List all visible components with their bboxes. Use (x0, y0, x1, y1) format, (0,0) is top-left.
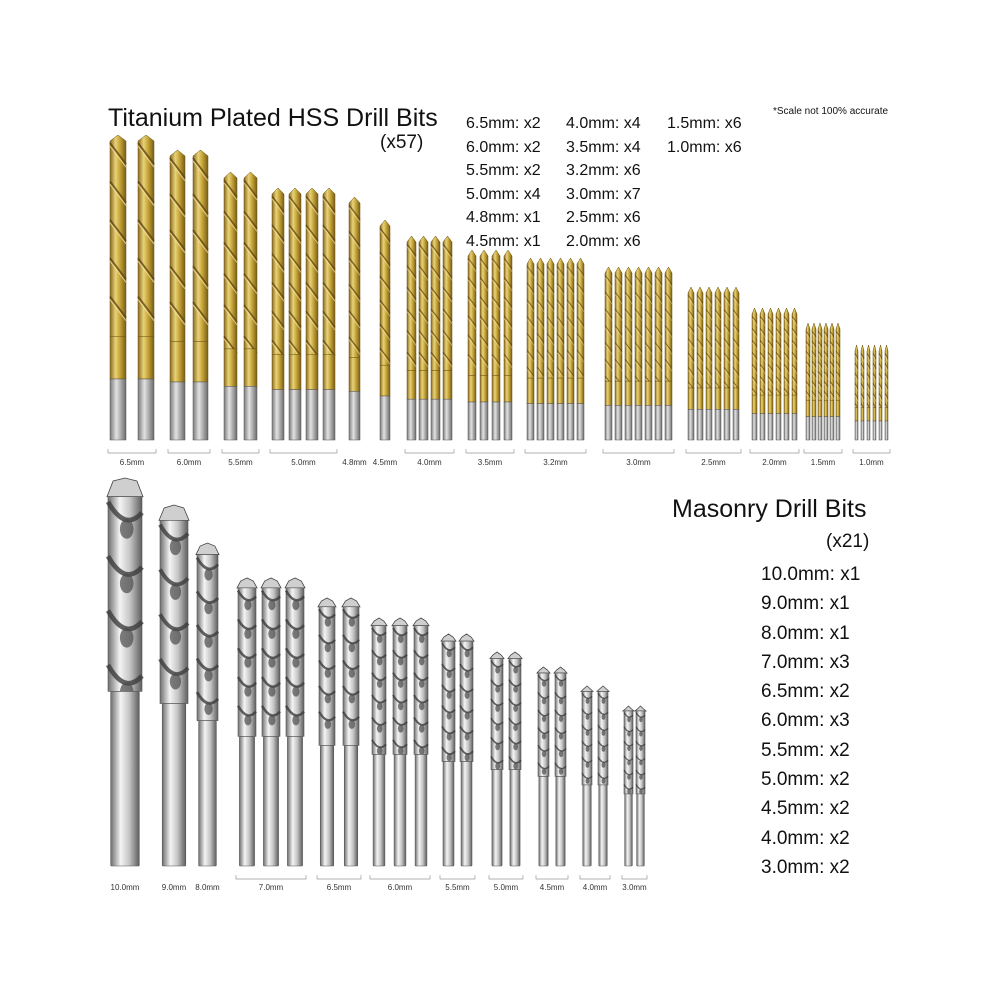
masonry-group-bracket (580, 875, 610, 879)
masonry-drill-bit (508, 652, 522, 866)
hss-drill-bit (806, 323, 810, 440)
masonry-group-bracket (370, 875, 430, 879)
masonry-count: (x21) (826, 531, 870, 552)
hss-bit-group-3.2mm (525, 258, 586, 467)
masonry-spec: 8.0mm: x1 (761, 622, 850, 644)
masonry-size-label: 4.0mm (582, 883, 608, 892)
hss-drill-bit (480, 250, 488, 440)
hss-spec: 4.8mm: x1 (466, 209, 541, 226)
hss-drill-bit (861, 345, 864, 440)
masonry-spec: 6.0mm: x3 (761, 710, 850, 732)
hss-bit-group-6.0mm (168, 150, 210, 467)
hss-drill-bit (776, 308, 781, 440)
hss-drill-bit (504, 250, 512, 440)
masonry-size-label: 9.0mm (161, 883, 187, 892)
masonry-size-label: 6.0mm (387, 883, 413, 892)
masonry-bit-group-3.0mm (622, 706, 647, 892)
hss-group-bracket (405, 449, 454, 453)
masonry-drill-bit (413, 618, 429, 866)
hss-drill-bit (879, 345, 882, 440)
hss-spec-column-3 (667, 112, 742, 159)
masonry-size-label: 6.5mm (326, 883, 352, 892)
hss-bit-group-1.5mm (804, 323, 842, 467)
hss-drill-bit (605, 267, 612, 440)
hss-size-label: 2.5mm (701, 458, 726, 467)
hss-group-bracket (270, 449, 337, 453)
hss-drill-bit (655, 267, 662, 440)
hss-drill-bit (193, 150, 208, 440)
hss-spec: 5.0mm: x4 (466, 185, 541, 203)
masonry-spec: 4.0mm: x2 (761, 827, 850, 849)
hss-group-bracket (853, 449, 890, 453)
hss-drill-bit (760, 308, 765, 440)
hss-drill-bit (419, 236, 428, 440)
masonry-drill-bit (342, 598, 360, 866)
hss-spec-column-1 (466, 112, 541, 253)
masonry-size-label: 3.0mm (622, 883, 647, 892)
hss-drill-bit (855, 345, 858, 440)
hss-spec: 2.0mm: x6 (566, 232, 641, 250)
masonry-spec: 5.0mm: x2 (761, 769, 850, 791)
masonry-spec: 4.5mm: x2 (761, 798, 850, 820)
masonry-drill-bit (196, 543, 219, 866)
masonry-size-label: 8.0mm (195, 883, 220, 892)
hss-drill-bit (724, 287, 730, 440)
hss-size-label: 1.5mm (810, 458, 836, 467)
hss-bit-group-3.5mm (466, 250, 514, 467)
hss-size-label: 3.5mm (477, 458, 503, 467)
hss-size-label: 4.8mm (342, 458, 367, 467)
hss-drill-bit (697, 287, 703, 440)
masonry-bit-group-7.0mm (236, 578, 306, 892)
masonry-drill-bits (107, 478, 647, 892)
hss-group-bracket (525, 449, 586, 453)
masonry-bit-group-6.0mm (370, 618, 430, 892)
masonry-size-label: 5.5mm (445, 883, 470, 892)
hss-drill-bit (706, 287, 712, 440)
masonry-drill-bit (318, 598, 336, 866)
masonry-group-bracket (317, 875, 361, 879)
hss-spec: 2.5mm: x6 (566, 209, 641, 226)
masonry-drill-bit (285, 578, 305, 866)
hss-drill-bit (733, 287, 739, 440)
hss-drill-bit (818, 323, 822, 440)
hss-drill-bit (431, 236, 440, 440)
hss-group-bracket (804, 449, 842, 453)
masonry-spec: 3.0mm: x2 (761, 856, 850, 878)
hss-drill-bit (867, 345, 870, 440)
hss-drill-bit (635, 267, 642, 440)
hss-size-label: 4.0mm (417, 458, 442, 467)
masonry-bit-group-9.0mm (159, 505, 189, 892)
masonry-group-bracket (236, 875, 306, 879)
hss-drill-bit (443, 236, 452, 440)
hss-drill-bit (577, 258, 584, 440)
hss-bit-group-2.5mm (686, 287, 741, 467)
masonry-spec: 6.5mm: x2 (761, 681, 850, 703)
hss-drill-bit (784, 308, 789, 440)
masonry-drill-bit (537, 667, 550, 866)
hss-size-label: 1.0mm (859, 458, 884, 467)
hss-size-label: 6.0mm (176, 458, 202, 467)
hss-drill-bit (836, 323, 840, 440)
hss-drill-bit (547, 258, 554, 440)
hss-size-label: 2.0mm (762, 458, 787, 467)
hss-drill-bit (349, 197, 360, 440)
hss-drill-bit (323, 188, 335, 440)
hss-spec: 3.2mm: x6 (566, 162, 641, 179)
masonry-group-bracket (489, 875, 523, 879)
hss-bit-group-6.5mm (108, 135, 156, 467)
hss-bit-group-4.0mm (405, 236, 454, 467)
hss-drill-bit (527, 258, 534, 440)
hss-drill-bit (492, 250, 500, 440)
masonry-drill-bit (392, 618, 408, 866)
hss-group-bracket (603, 449, 674, 453)
hss-drill-bit (289, 188, 301, 440)
masonry-size-label: 5.0mm (493, 883, 519, 892)
masonry-bit-group-6.5mm (317, 598, 361, 892)
hss-size-label: 5.0mm (291, 458, 316, 467)
hss-drill-bit (306, 188, 318, 440)
masonry-drill-bit (261, 578, 281, 866)
hss-drill-bit (873, 345, 876, 440)
masonry-bit-group-5.5mm (440, 634, 475, 892)
masonry-size-label: 4.5mm (539, 883, 565, 892)
hss-drill-bit (110, 135, 126, 440)
scale-note: *Scale not 100% accurate (773, 106, 889, 117)
hss-drill-bit (715, 287, 721, 440)
hss-spec: 4.0mm: x4 (566, 115, 641, 132)
hss-spec: 1.5mm: x6 (667, 115, 742, 132)
masonry-drill-bit (459, 634, 474, 866)
hss-size-label: 5.5mm (228, 458, 253, 467)
masonry-spec: 10.0mm: x1 (761, 564, 861, 585)
hss-bit-group-5.0mm (270, 188, 337, 467)
masonry-bit-group-10.0mm (107, 478, 143, 892)
hss-spec: 1.0mm: x6 (667, 138, 742, 156)
hss-spec: 6.0mm: x2 (466, 138, 541, 156)
masonry-spec: 9.0mm: x1 (761, 593, 850, 615)
masonry-title: Masonry Drill Bits (672, 495, 867, 523)
masonry-drill-bit (237, 578, 257, 866)
hss-title: Titanium Plated HSS Drill Bits (108, 104, 438, 132)
hss-drill-bit (615, 267, 622, 440)
masonry-drill-bit (623, 706, 634, 866)
hss-spec: 3.0mm: x7 (566, 185, 641, 203)
hss-drill-bit (272, 188, 284, 440)
hss-drill-bit (224, 172, 237, 440)
hss-drill-bit (688, 287, 694, 440)
hss-drill-bit (824, 323, 828, 440)
masonry-group-bracket (440, 875, 475, 879)
hss-drill-bit (830, 323, 834, 440)
hss-drill-bit (537, 258, 544, 440)
masonry-size-label: 10.0mm (110, 883, 140, 892)
hss-drill-bit (468, 250, 476, 440)
masonry-bit-group-8.0mm (195, 543, 220, 892)
masonry-drill-bit (107, 478, 143, 866)
hss-drill-bit (625, 267, 632, 440)
hss-size-label: 3.2mm (543, 458, 568, 467)
masonry-spec-list (761, 560, 860, 882)
hss-drill-bit (792, 308, 797, 440)
hss-drill-bit (170, 150, 185, 440)
hss-group-bracket (222, 449, 259, 453)
hss-drill-bit (665, 267, 672, 440)
hss-drill-bit (752, 308, 757, 440)
masonry-drill-bit (581, 686, 593, 866)
masonry-drill-bit (597, 686, 609, 866)
hss-drill-bit (380, 220, 390, 440)
hss-drill-bit (645, 267, 652, 440)
masonry-drill-bit (441, 634, 456, 866)
hss-drill-bit (812, 323, 816, 440)
masonry-spec: 7.0mm: x3 (761, 651, 850, 673)
masonry-drill-bit (490, 652, 504, 866)
masonry-group-bracket (622, 875, 647, 879)
hss-group-bracket (168, 449, 210, 453)
hss-size-label: 4.5mm (372, 458, 398, 467)
hss-drill-bit (567, 258, 574, 440)
hss-spec: 6.5mm: x2 (466, 115, 541, 132)
hss-spec: 3.5mm: x4 (566, 138, 641, 156)
masonry-size-label: 7.0mm (258, 883, 284, 892)
hss-drill-bit (557, 258, 564, 440)
hss-spec: 4.5mm: x1 (466, 232, 541, 250)
masonry-spec: 5.5mm: x2 (761, 739, 850, 761)
masonry-bit-group-5.0mm (489, 652, 523, 892)
hss-drill-bit (138, 135, 154, 440)
hss-group-bracket (108, 449, 156, 453)
hss-group-bracket (686, 449, 741, 453)
hss-bit-group-3.0mm (603, 267, 674, 467)
hss-size-label: 3.0mm (626, 458, 651, 467)
hss-bit-group-4.8mm (342, 197, 367, 467)
hss-group-bracket (466, 449, 514, 453)
hss-spec-column-2 (566, 112, 641, 253)
masonry-drill-bit (554, 667, 567, 866)
hss-drill-bit (407, 236, 416, 440)
hss-bit-group-2.0mm (750, 308, 799, 467)
masonry-group-bracket (536, 875, 568, 879)
hss-bit-group-4.5mm (373, 220, 398, 467)
hss-size-label: 6.5mm (119, 458, 145, 467)
hss-bit-group-1.0mm (853, 345, 890, 467)
masonry-drill-bit (371, 618, 387, 866)
masonry-bit-group-4.0mm (580, 686, 610, 892)
hss-spec: 5.5mm: x2 (466, 162, 541, 179)
hss-bit-group-5.5mm (222, 172, 259, 467)
masonry-bit-group-4.5mm (536, 667, 568, 892)
masonry-drill-bit (635, 706, 646, 866)
hss-drill-bit (768, 308, 773, 440)
hss-drill-bit (244, 172, 257, 440)
hss-drill-bit (885, 345, 888, 440)
hss-group-bracket (750, 449, 799, 453)
hss-count: (x57) (380, 132, 424, 153)
masonry-drill-bit (159, 505, 189, 866)
